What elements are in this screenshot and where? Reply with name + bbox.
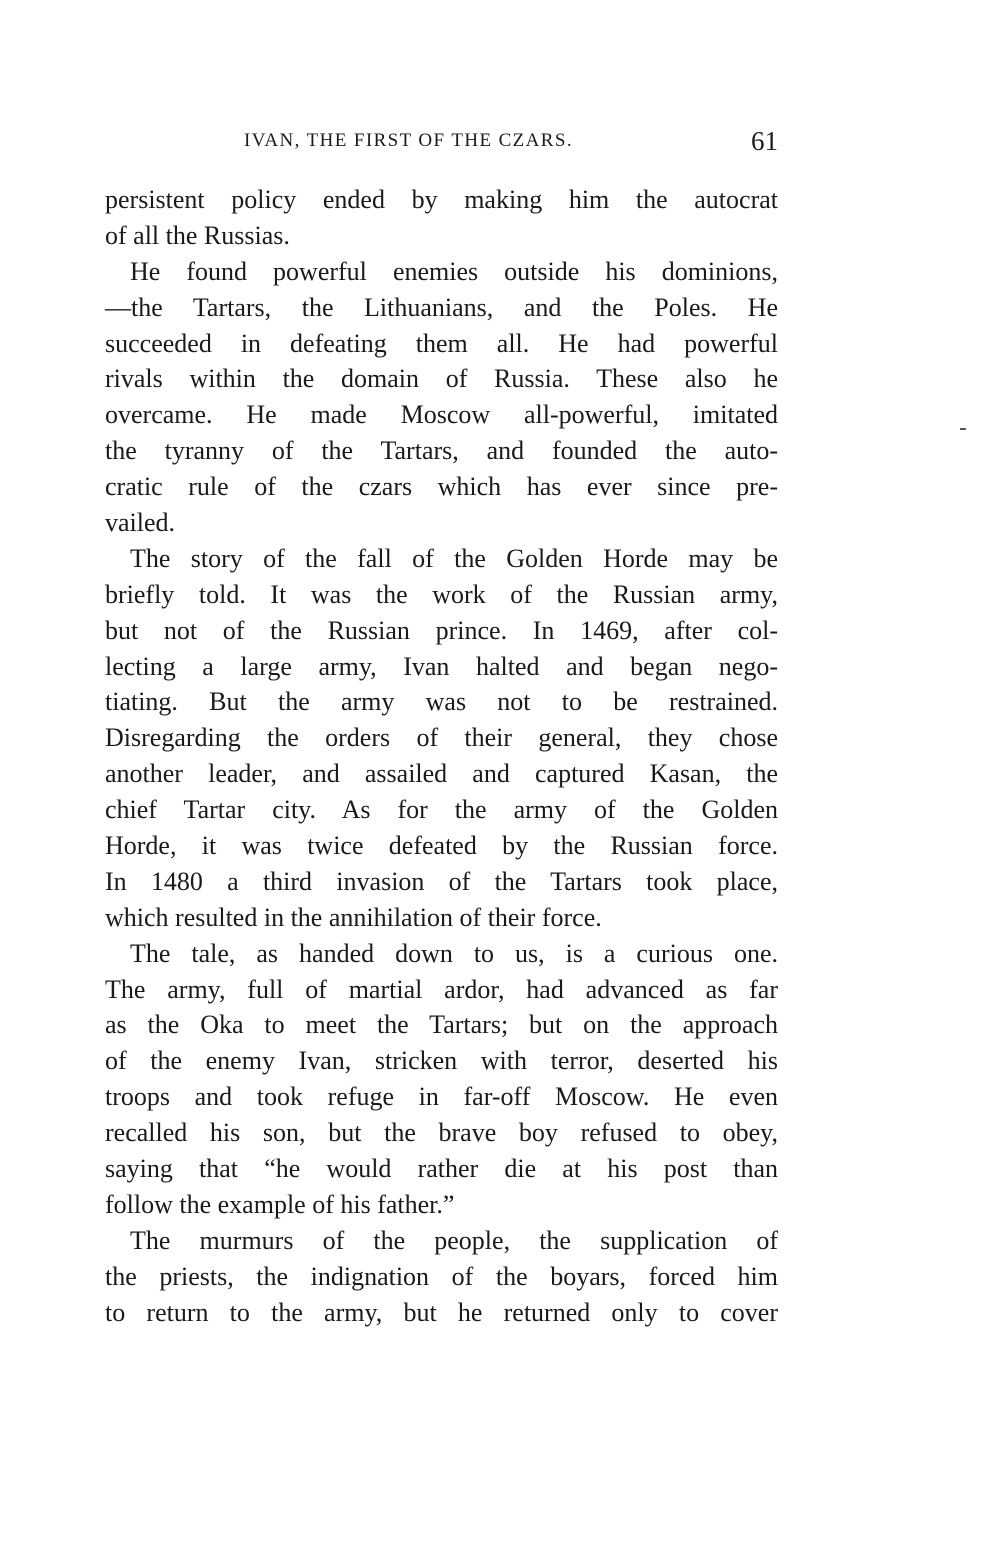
text-line: recalled his son, but the brave boy refused to obey, <box>105 1118 778 1148</box>
paragraph-2 <box>105 254 778 541</box>
text-line: follow the example of his father.” <box>105 1189 455 1219</box>
text-line: which resulted in the annihilation of their force. <box>105 902 602 932</box>
text-line: rivals within the domain of Russia. These also he <box>105 364 778 394</box>
text-line: of all the Russias. <box>105 220 290 250</box>
text-line: The murmurs of the people, the supplication of <box>130 1225 778 1255</box>
text-line: Disregarding the orders of their general, they chose <box>105 723 778 753</box>
text-line: In 1480 a third invasion of the Tartars took place, <box>105 866 778 896</box>
text-line: cratic rule of the czars which has ever since pre- <box>105 472 778 502</box>
text-line: The story of the fall of the Golden Horde may be <box>130 543 778 573</box>
text-line: as the Oka to meet the Tartars; but on the approach <box>105 1010 778 1040</box>
text-line: Horde, it was twice defeated by the Russian force. <box>105 831 778 861</box>
body-text <box>105 182 778 1331</box>
paragraph-3 <box>105 541 778 936</box>
text-line: vailed. <box>105 508 176 538</box>
text-line: the priests, the indignation of the boyars, forced him <box>105 1261 778 1291</box>
running-title: IVAN, THE FIRST OF THE CZARS. <box>244 130 573 151</box>
paragraph-4 <box>105 936 778 1223</box>
paragraph-1 <box>105 182 778 254</box>
text-line: lecting a large army, Ivan halted and began nego- <box>105 651 778 681</box>
text-line: but not of the Russian prince. In 1469, after col- <box>105 615 778 645</box>
text-line: another leader, and assailed and captured Kasan, the <box>105 759 778 789</box>
text-line: overcame. He made Moscow all-powerful, imitated <box>105 400 778 430</box>
text-line: saying that “he would rather die at his post than <box>105 1154 778 1184</box>
text-line: succeeded in defeating them all. He had powerful <box>105 328 778 358</box>
text-line: —the Tartars, the Lithuanians, and the Poles. He <box>105 292 778 322</box>
text-line: to return to the army, but he returned only to cover <box>105 1297 778 1327</box>
running-head <box>105 126 778 162</box>
text-line: briefly told. It was the work of the Russian army, <box>105 579 778 609</box>
text-line: He found powerful enemies outside his dominions, <box>130 256 778 286</box>
margin-speck <box>960 428 966 430</box>
text-line: tiating. But the army was not to be restrained. <box>105 687 778 717</box>
text-line: the tyranny of the Tartars, and founded the auto- <box>105 436 778 466</box>
text-line: of the enemy Ivan, stricken with terror, deserted his <box>105 1046 778 1076</box>
text-line: chief Tartar city. As for the army of the Golden <box>105 795 778 825</box>
text-line: The army, full of martial ardor, had advanced as far <box>105 974 778 1004</box>
page-number: 61 <box>751 126 778 156</box>
text-line: persistent policy ended by making him the autocrat <box>105 185 778 214</box>
text-line: The tale, as handed down to us, is a curious one. <box>130 938 778 968</box>
text-line: troops and took refuge in far-off Moscow. He even <box>105 1082 778 1112</box>
paragraph-5 <box>105 1223 778 1331</box>
